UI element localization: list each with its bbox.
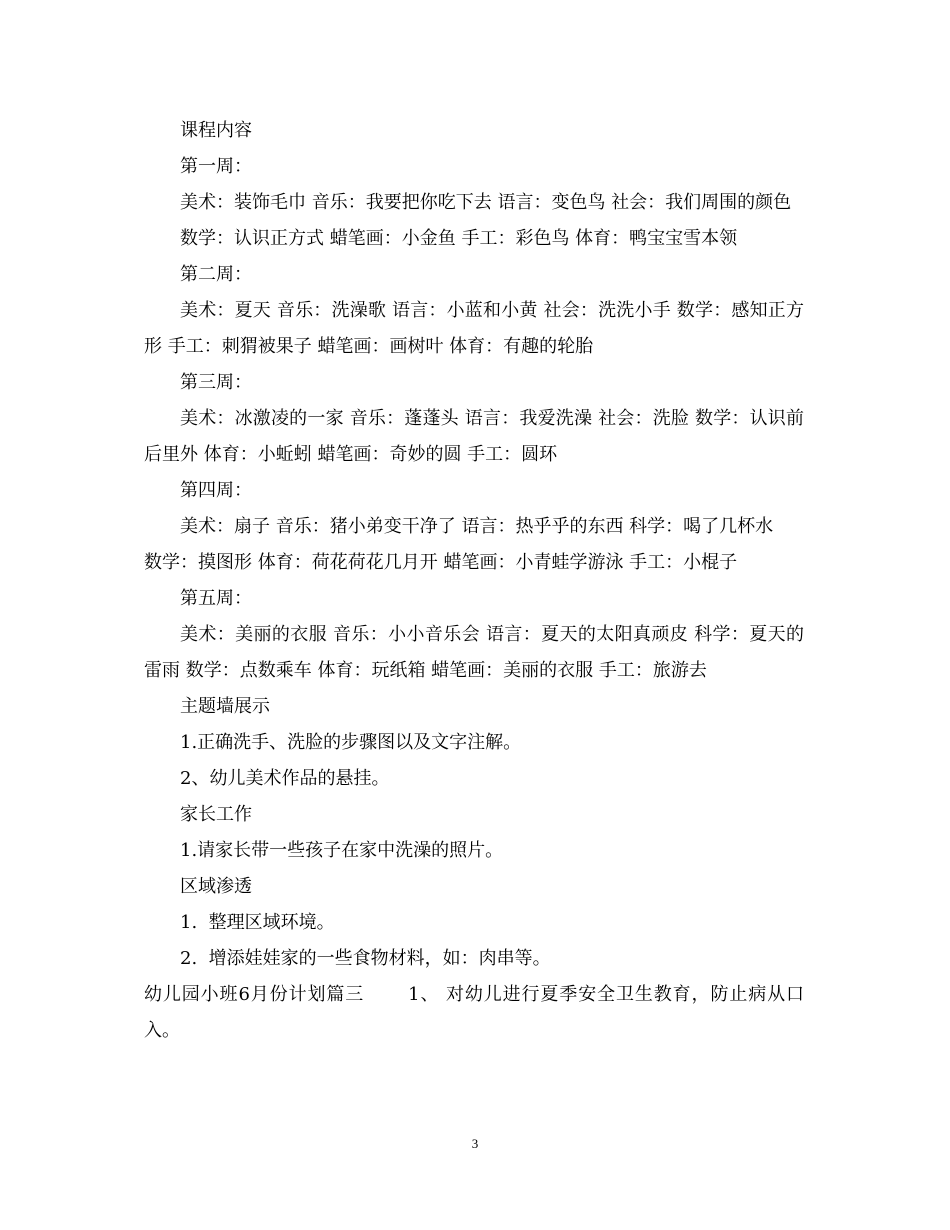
- week-2-content: 美术：夏天 音乐：洗澡歌 语言：小蓝和小黄 社会：洗洗小手 数学：感知正方形 手工：刺猬被果子 蜡笔画：画树叶 体育：有趣的轮胎: [144, 300, 804, 357]
- week-1-heading: 第一周：: [180, 156, 252, 177]
- section-heading-parent-work: 家长工作: [180, 804, 252, 825]
- final-text: 1、 对幼儿进行夏季安全卫生教育，防止病从口入。: [144, 984, 805, 1041]
- week-4-heading: 第四周：: [180, 480, 252, 501]
- section-heading-course-content: 课程内容: [180, 120, 252, 141]
- area-item-1: 1. 整理区域环境。: [180, 912, 335, 933]
- week-1-math-line: 数学：认识正方式 蜡笔画：小金鱼 手工：彩色鸟 体育：鸭宝宝雪本领: [180, 228, 738, 249]
- theme-wall-item-1: 1.正确洗手、洗脸的步骤图以及文字注解。: [180, 732, 522, 753]
- week-5-heading: 第五周：: [180, 588, 252, 609]
- week-3-heading: 第三周：: [180, 372, 252, 393]
- theme-wall-item-2: 2、幼儿美术作品的悬挂。: [180, 768, 390, 789]
- final-heading: 幼儿园小班6月份计划篇三: [144, 984, 365, 1005]
- final-paragraph: [144, 977, 804, 1049]
- document-body: [144, 113, 804, 1049]
- week-4-art-line: 美术：扇子 音乐：猪小弟变干净了 语言：热乎乎的东西 科学：喝了几杯水: [180, 516, 774, 537]
- section-heading-area-integration: 区域渗透: [180, 876, 252, 897]
- week-5-content: 美术：美丽的衣服 音乐：小小音乐会 语言：夏天的太阳真顽皮 科学：夏天的雷雨 数学：点数乘车 体育：玩纸箱 蜡笔画：美丽的衣服 手工：旅游去: [144, 624, 804, 681]
- week-2-heading: 第二周：: [180, 264, 252, 285]
- section-heading-theme-wall: 主题墙展示: [180, 696, 270, 717]
- week-4-math-line: 数学：摸图形 体育：荷花荷花几月开 蜡笔画：小青蛙学游泳 手工：小棍子: [144, 552, 738, 573]
- week-1-art-line: 美术：装饰毛巾 音乐：我要把你吃下去 语言：变色鸟 社会：我们周围的颜色: [180, 192, 792, 213]
- parent-work-item-1: 1.请家长带一些孩子在家中洗澡的照片。: [180, 840, 504, 861]
- week-3-content: 美术：冰激凌的一家 音乐：蓬蓬头 语言：我爱洗澡 社会：洗脸 数学：认识前后里外 体育：小蚯蚓 蜡笔画：奇妙的圆 手工：圆环: [144, 408, 804, 465]
- area-item-2: 2. 增添娃娃家的一些食物材料，如：肉串等。: [180, 948, 551, 969]
- page-number: 3: [471, 1136, 479, 1151]
